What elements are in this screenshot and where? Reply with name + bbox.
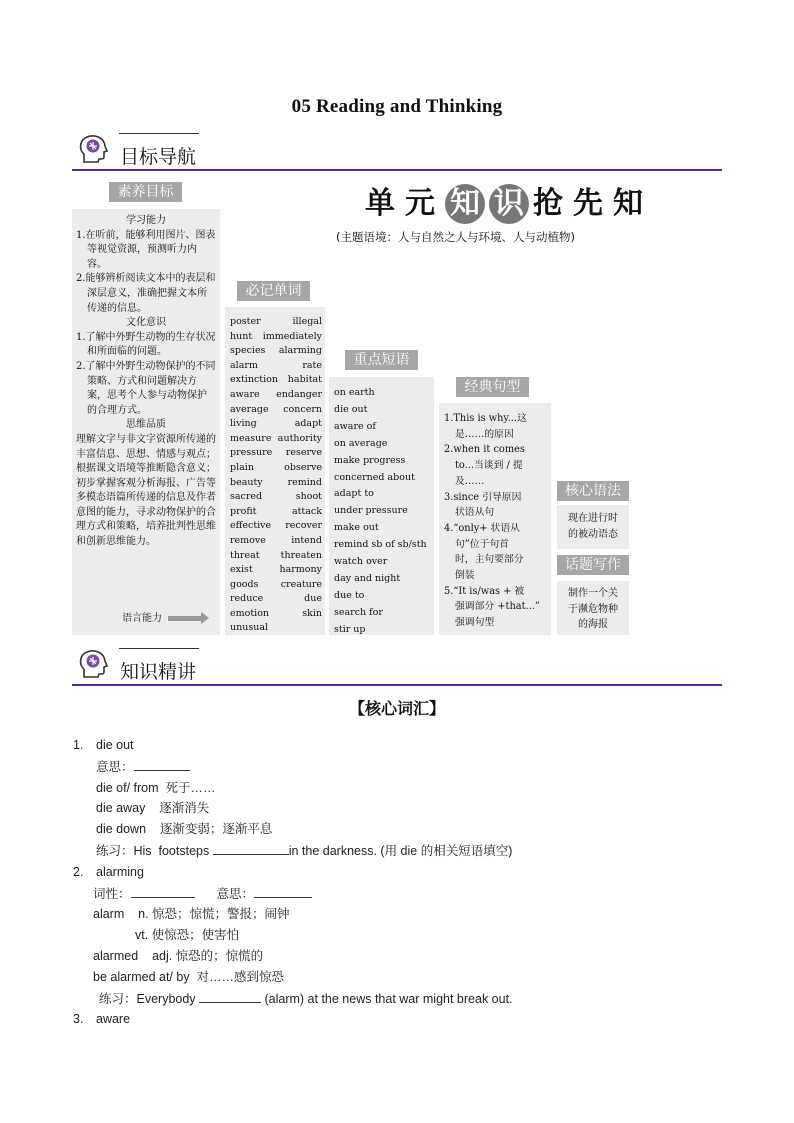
- word-item: alarm: [230, 359, 258, 371]
- grammar-tag: 核心语法: [557, 481, 629, 501]
- section-overline: [119, 133, 199, 134]
- sentence-line: to...当谈到 / 提: [455, 460, 523, 472]
- goal-heading: 学习能力: [126, 215, 166, 226]
- word-item: threat: [230, 549, 260, 561]
- word-item: reduce: [230, 593, 264, 605]
- grammar-panel: [557, 505, 629, 549]
- sentence-line: 2.when it comes: [444, 444, 525, 456]
- heading-char: 知: [613, 186, 653, 221]
- word-row: [230, 505, 322, 520]
- sentence-line: 5.“It is/was + 被: [444, 585, 525, 597]
- phrase-item: under pressure: [334, 505, 408, 517]
- phrase-item: remind sb of sb/sth: [334, 539, 427, 551]
- word-row: [230, 578, 322, 593]
- goals-list: [76, 214, 216, 550]
- word-item: measure: [230, 432, 272, 444]
- word-item: skin: [302, 607, 322, 619]
- word-item: intend: [291, 534, 322, 546]
- entry-1-title: 1. die out: [73, 738, 134, 752]
- sentence-line: 强调句型: [455, 617, 495, 629]
- answer-blank[interactable]: [213, 840, 289, 855]
- goals-tag: 素养目标: [109, 182, 182, 202]
- phrase-item: make out: [334, 522, 379, 534]
- section-title: 知识精讲: [120, 661, 197, 683]
- phrases-tag: 重点短语: [345, 350, 418, 370]
- phrase-item: due to: [334, 589, 365, 601]
- sentence-line: 时，主句要部分: [455, 554, 524, 566]
- goals-footer: [122, 612, 202, 627]
- entry-1-line: die away 逐渐消失: [96, 801, 210, 816]
- sentence-line: 及……: [455, 475, 485, 487]
- entry-2-line: be alarmed at/ by 对……感到惊恐: [93, 969, 285, 984]
- phrase-item: day and night: [334, 572, 401, 584]
- sentence-line: 是……的原因: [455, 428, 514, 440]
- goal-item: 1.了解中外野生动物的生存状况和所面临的问题。: [76, 331, 216, 358]
- word-item: pressure: [230, 447, 273, 459]
- word-row: [230, 519, 322, 534]
- phrase-item: on earth: [334, 387, 375, 398]
- word-item: adapt: [294, 418, 322, 430]
- word-item: goods: [230, 578, 259, 590]
- heading-char-circled: 知: [445, 184, 485, 224]
- page-title: 05 Reading and Thinking: [291, 96, 503, 117]
- word-item: alarming: [278, 345, 322, 357]
- word-item: shoot: [295, 491, 322, 503]
- heading-char: 单: [365, 186, 405, 221]
- word-row: [230, 607, 322, 622]
- word-row: [230, 461, 322, 476]
- word-item: plain: [230, 461, 254, 473]
- word-row: [230, 315, 322, 330]
- word-item: profit: [230, 505, 257, 517]
- word-item: unusual: [230, 622, 269, 634]
- word-row: [230, 563, 322, 578]
- phrase-item: on average: [334, 437, 388, 449]
- heading-char: 元: [405, 186, 445, 221]
- entry-3-title: 3. aware: [73, 1012, 131, 1027]
- goals-panel: [72, 209, 220, 635]
- heading-char: 先: [573, 186, 613, 221]
- word-item: recover: [285, 520, 322, 532]
- word-item: exist: [230, 564, 253, 576]
- word-row: [230, 534, 322, 549]
- word-row: [230, 417, 322, 432]
- entry-2-line: alarmed adj. 惊恐的；惊慌的: [93, 948, 264, 963]
- word-row: [230, 359, 322, 374]
- sentence-line: 状语从句: [455, 507, 495, 519]
- word-row: [230, 549, 322, 564]
- answer-blank[interactable]: [254, 883, 312, 898]
- heading-char: 抢: [533, 186, 573, 221]
- word-item: habitat: [287, 374, 322, 386]
- word-item: creature: [280, 578, 322, 590]
- word-item: due: [304, 593, 322, 605]
- sentence-line: 4.“only+ 状语从: [444, 522, 520, 534]
- sentence-line: 1.This is why...这: [444, 413, 527, 424]
- word-item: harmony: [279, 564, 322, 576]
- word-item: effective: [230, 520, 272, 532]
- phrases-panel: [329, 377, 434, 635]
- goal-heading: 文化意识: [126, 317, 166, 329]
- phrase-item: search for: [334, 606, 383, 618]
- word-row: [230, 592, 322, 607]
- word-row: [230, 621, 322, 636]
- section-rule: [72, 684, 722, 686]
- unit-subtitle: (主题语境：人与自然之人与环境、人与动植物): [336, 230, 575, 244]
- answer-blank[interactable]: [131, 883, 195, 898]
- sentence-line: 句”位于句首: [455, 538, 509, 550]
- writing-text: 制作一个关于濒危物种的海报: [568, 588, 618, 630]
- word-item: hunt: [230, 330, 253, 342]
- goal-item: 2.了解中外野生动物保护的不同策略、方式和问题解决方案，思考个人参与动物保护的合理方式。: [76, 360, 216, 416]
- word-row: [230, 476, 322, 491]
- word-item: rate: [302, 359, 322, 371]
- word-item: extinction: [230, 374, 278, 386]
- words-tag: 必记单词: [237, 281, 310, 301]
- sentence-line: 倒装: [455, 570, 475, 582]
- section-title: 目标导航: [120, 146, 197, 168]
- word-item: remind: [287, 476, 322, 488]
- word-row: [230, 403, 322, 418]
- word-item: threaten: [280, 549, 322, 561]
- word-row: [230, 432, 322, 447]
- phrase-item: aware of: [334, 420, 376, 432]
- goal-item: 1.在听前，能够利用图片、图表等视觉资源，预测听力内容。: [76, 229, 216, 270]
- core-vocab-body: [73, 735, 733, 1030]
- sentences-tag: 经典句型: [456, 377, 529, 397]
- word-item: species: [230, 345, 266, 357]
- word-item: illegal: [292, 316, 322, 327]
- section-overline: [119, 648, 199, 649]
- word-item: aware: [230, 388, 260, 400]
- word-row: [230, 373, 322, 388]
- answer-blank[interactable]: [134, 756, 190, 771]
- grammar-text: 现在进行时的被动语态: [568, 513, 618, 540]
- sentence-line: 3.since 引导原因: [444, 491, 522, 503]
- section-header-goals: [72, 128, 722, 172]
- word-item: observe: [284, 461, 322, 473]
- word-item: living: [230, 418, 257, 430]
- word-row: [230, 344, 322, 359]
- head-brain-icon: [76, 132, 110, 166]
- writing-tag: 话题写作: [557, 555, 629, 575]
- arrow-right-icon: [168, 616, 202, 621]
- words-panel: [225, 307, 325, 635]
- word-item: attack: [291, 505, 322, 517]
- word-item: reserve: [285, 447, 322, 459]
- phrases-list: [334, 385, 430, 639]
- words-list: [230, 315, 322, 636]
- phrase-item: stir up: [334, 623, 366, 635]
- entry-2-exercise: 练习：Everybody (alarm) at the news that war might break out.: [73, 988, 733, 1010]
- core-vocab-heading: 【核心词汇】: [348, 699, 445, 718]
- phrase-item: die out: [334, 403, 368, 415]
- phrase-item: concerned about: [334, 471, 415, 483]
- section-rule: [72, 169, 722, 171]
- sentences-list: [444, 411, 547, 631]
- goal-item: 2.能够辨析阅读文本中的表层和深层意义，准确把握文本所传递的信息。: [76, 273, 216, 314]
- entry-1-line: die of/ from 死于……: [96, 780, 216, 795]
- word-item: immediately: [262, 330, 322, 342]
- word-item: endanger: [276, 388, 322, 400]
- entry-2-line: vt. 使惊恐；使害怕: [135, 928, 240, 943]
- phrase-item: watch over: [334, 556, 388, 568]
- entry-2-line: alarm n. 惊恐；惊慌；警报；闹钟: [93, 907, 290, 922]
- sentence-line: 强调部分 +that...”: [455, 601, 540, 613]
- goal-item: 理解文字与非文字资源所传递的丰富信息、思想、情感与观点；根据课文语境等推断隐含意义；初步掌握客观分析海报、广告等多模态语篇所传递的信息及作者意图的能力，寻求动物保护的合理方式和策略，培养批判性思维和创新思维能力。: [76, 433, 216, 548]
- goal-heading: 思维品质: [126, 419, 166, 431]
- word-row: [230, 446, 322, 461]
- word-item: emotion: [230, 607, 270, 619]
- word-item: poster: [230, 316, 261, 327]
- entry-1-meaning: 意思：: [73, 756, 733, 778]
- sentences-panel: [439, 403, 551, 635]
- entry-1-exercise: 练习：His footsteps in the darkness. (用 die 的相关短语填空): [73, 840, 733, 862]
- entry-1-line: die down 逐渐变弱；逐渐平息: [96, 822, 273, 837]
- section-header-knowledge: [72, 643, 722, 687]
- word-row: [230, 388, 322, 403]
- word-item: remove: [230, 534, 266, 546]
- word-item: beauty: [230, 476, 263, 488]
- writing-panel: [557, 581, 629, 635]
- phrase-item: make progress: [334, 454, 406, 466]
- phrase-item: adapt to: [334, 488, 374, 500]
- heading-char-circled: 识: [489, 184, 529, 224]
- word-item: concern: [283, 403, 322, 415]
- head-brain-icon: [76, 647, 110, 681]
- entry-2-title: 2. alarming: [73, 864, 144, 879]
- answer-blank[interactable]: [199, 988, 261, 1003]
- word-row: [230, 490, 322, 505]
- word-item: average: [230, 403, 269, 415]
- word-item: sacred: [230, 491, 263, 503]
- unit-heading: [365, 182, 655, 226]
- entry-2-pos-meaning: 词性： 意思：: [73, 883, 733, 905]
- goals-footer-label: 语言能力: [122, 613, 162, 624]
- word-row: [230, 330, 322, 345]
- word-item: authority: [277, 432, 322, 444]
